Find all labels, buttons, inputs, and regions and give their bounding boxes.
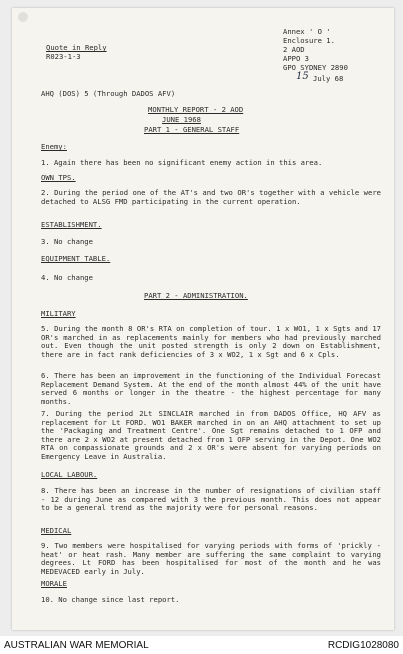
report-title: MONTHLY REPORT - 2 AOD [148, 105, 244, 114]
paragraph-9: 9. Two members were hospitalised for varying periods with forms of 'prickly - heat' or heat rash. Many member are suffering the same complaint to varying degrees. Lt FORD has been hospitalised for most of the month and he was MEDEVACED early in July. [41, 541, 381, 576]
paragraph-1: 1. Again there has been no significant enemy action in this area. [41, 158, 323, 167]
heading-equipment-table: EQUIPMENT TABLE. [41, 254, 111, 263]
footer-id: RCDIG1028080 [327, 640, 399, 651]
date-month: July 68 [313, 74, 344, 83]
heading-military: MILITARY [41, 309, 76, 318]
heading-morale: MORALE [41, 579, 67, 588]
document-page [12, 8, 394, 630]
unit-label: 2 AOD [283, 45, 305, 54]
heading-enemy: Enemy: [41, 142, 67, 151]
addressee: AHQ (DOS) 5 (Through DADOS AFV) [41, 89, 176, 98]
paragraph-7: 7. During the period 2Lt SINCLAIR marched in from DADOS Office, HQ AFV as replacement for Lt FORD. WO1 BAKER marched in on an AHQ attachment to set up the 'Packaging and Treatment Centre'. One Sgt remains detached to 1 OFP and there are 2 x WO2 at present detached from 1 OFP serving in the Depot. One WO2 RTA on compassionate grounds and 2 x OR's were absent for varying periods on Emergency Leave in Australia. [41, 409, 381, 461]
part1-heading: PART 1 - GENERAL STAFF [144, 125, 240, 134]
paragraph-3: 3. No change [41, 237, 93, 246]
heading-establishment: ESTABLISHMENT. [41, 220, 102, 229]
paragraph-5: 5. During the month 8 OR's RTA on completion of tour. 1 x WO1, 1 x Sgts and 17 OR's marched in as replacements mainly for members who had previously marched out. Even though the unit posted strength is only 2 down on Establishment, there are in fact rank deficiencies of 3 x WO2, 1 x Sgt and 6 x Cpls. [41, 324, 381, 359]
quote-label: Quote in Reply [46, 43, 107, 52]
handwritten-date: 15 [296, 71, 309, 82]
gpo-label: GPO SYDNEY 2890 [283, 63, 348, 72]
archive-footer [0, 636, 403, 654]
paragraph-10: 10. No change since last report. [41, 595, 180, 604]
paragraph-4: 4. No change [41, 273, 93, 282]
enclosure-label: Enclosure 1. [283, 36, 335, 45]
heading-medical: MEDICAL [41, 526, 72, 535]
appo-label: APPO 3 [283, 54, 309, 63]
footer-source: AUSTRALIAN WAR MEMORIAL [4, 640, 149, 651]
heading-local-labour: LOCAL LABOUR. [41, 470, 98, 479]
report-month: JUNE 1968 [162, 115, 201, 124]
paper-hole [18, 12, 28, 22]
paragraph-2: 2. During the period one of the AT's and two OR's together with a vehicle were detached to ALSG FMD participating in the current operation. [41, 188, 381, 206]
paragraph-6: 6. There has been an improvement in the functioning of the Individual Forecast Replacement Demand System. At the end of the month almost 44% of the unit have served 6 months or longer in the theatre - the highest percentage for many months. [41, 371, 381, 406]
reference-number: R023-1-3 [46, 52, 81, 61]
annex-label: Annex ' O ' [283, 27, 331, 36]
heading-own-tps: OWN TPS. [41, 173, 76, 182]
part2-heading: PART 2 - ADMINISTRATION. [144, 291, 248, 300]
paragraph-8: 8. There has been an increase in the number of resignations of civilian staff - 12 during June as compared with 3 the previous month. This does not appear to be a general trend as the majority were for personal reasons. [41, 486, 381, 513]
